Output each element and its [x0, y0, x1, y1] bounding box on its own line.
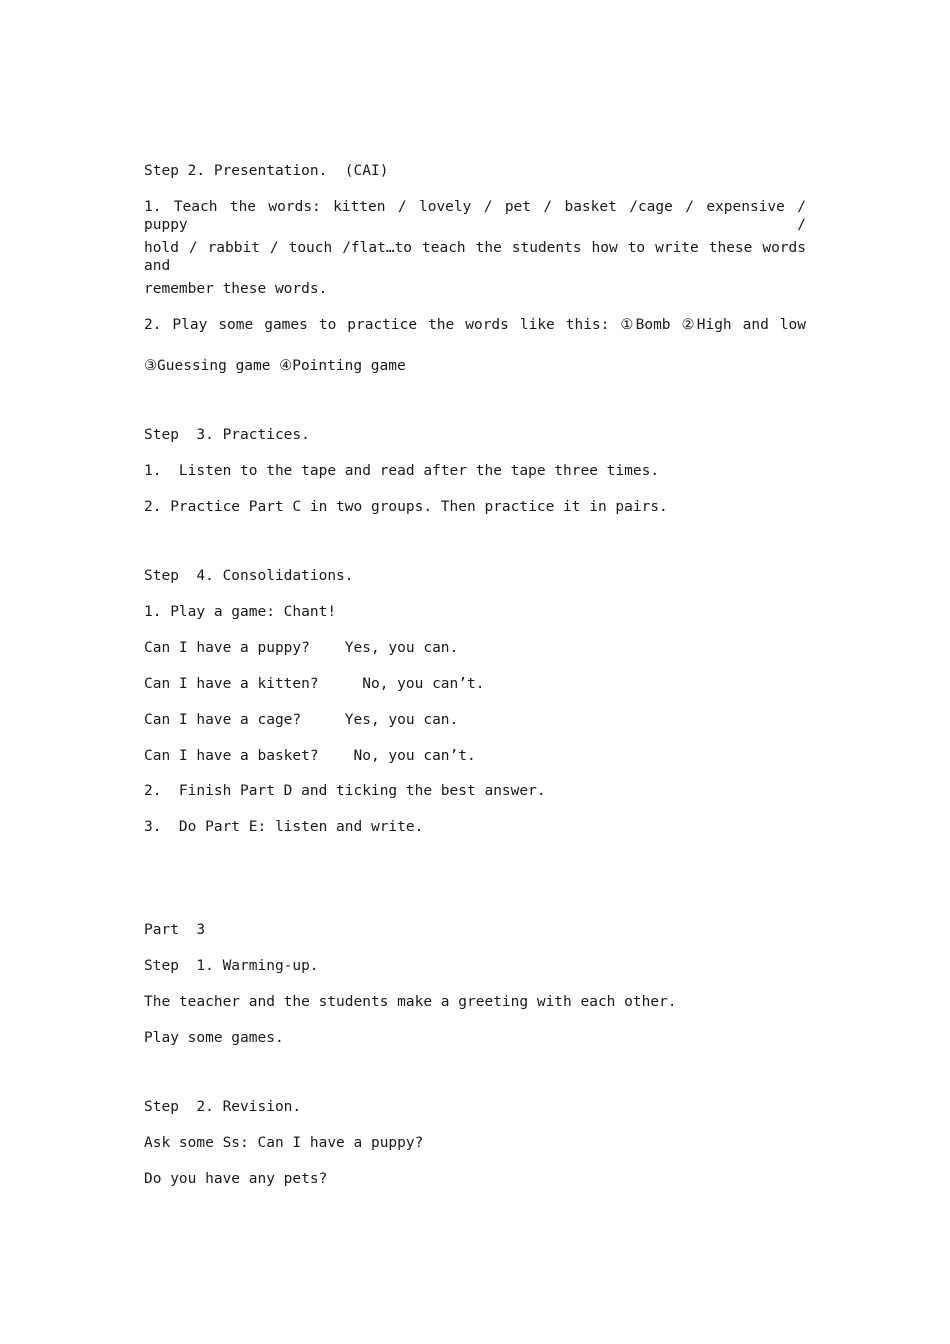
text-line: hold / rabbit / touch /flat…to teach the students how to write these words and [144, 240, 806, 274]
text-line: 2. Practice Part C in two groups. Then practice it in pairs. [144, 499, 668, 515]
step3-practices-heading: Step 3. Practices. [144, 427, 310, 443]
text-line: remember these words. [144, 281, 328, 297]
text-line: 2. Play some games to practice the words like this: ①Bomb ②High and low [144, 317, 806, 333]
step4-consolidations-heading: Step 4. Consolidations. [144, 568, 354, 584]
chant-line: Can I have a kitten? No, you can’t. [144, 676, 485, 692]
part3-heading: Part 3 [144, 922, 206, 938]
step2-presentation-heading: Step 2. Presentation. (CAI) [144, 163, 389, 179]
text-line: ③Guessing game ④Pointing game [144, 358, 406, 374]
text-line: The teacher and the students make a greeting with each other. [144, 994, 677, 1010]
text-line: Play some games. [144, 1030, 284, 1046]
text-line: Do you have any pets? [144, 1171, 328, 1187]
chant-line: Can I have a puppy? Yes, you can. [144, 640, 459, 656]
text-line: Ask some Ss: Can I have a puppy? [144, 1135, 424, 1151]
text-line: 1. Listen to the tape and read after the tape three times. [144, 463, 660, 479]
step2-revision-heading: Step 2. Revision. [144, 1099, 302, 1115]
text-line: 2. Finish Part D and ticking the best answer. [144, 783, 546, 799]
text-line: 1. Play a game: Chant! [144, 604, 337, 620]
text-line: 1. Teach the words: kitten / lovely / pet / basket /cage / expensive / puppy / [144, 199, 806, 233]
text-line: 3. Do Part E: listen and write. [144, 819, 424, 835]
chant-line: Can I have a cage? Yes, you can. [144, 712, 459, 728]
step1-warming-up-heading: Step 1. Warming-up. [144, 958, 319, 974]
chant-line: Can I have a basket? No, you can’t. [144, 748, 476, 764]
